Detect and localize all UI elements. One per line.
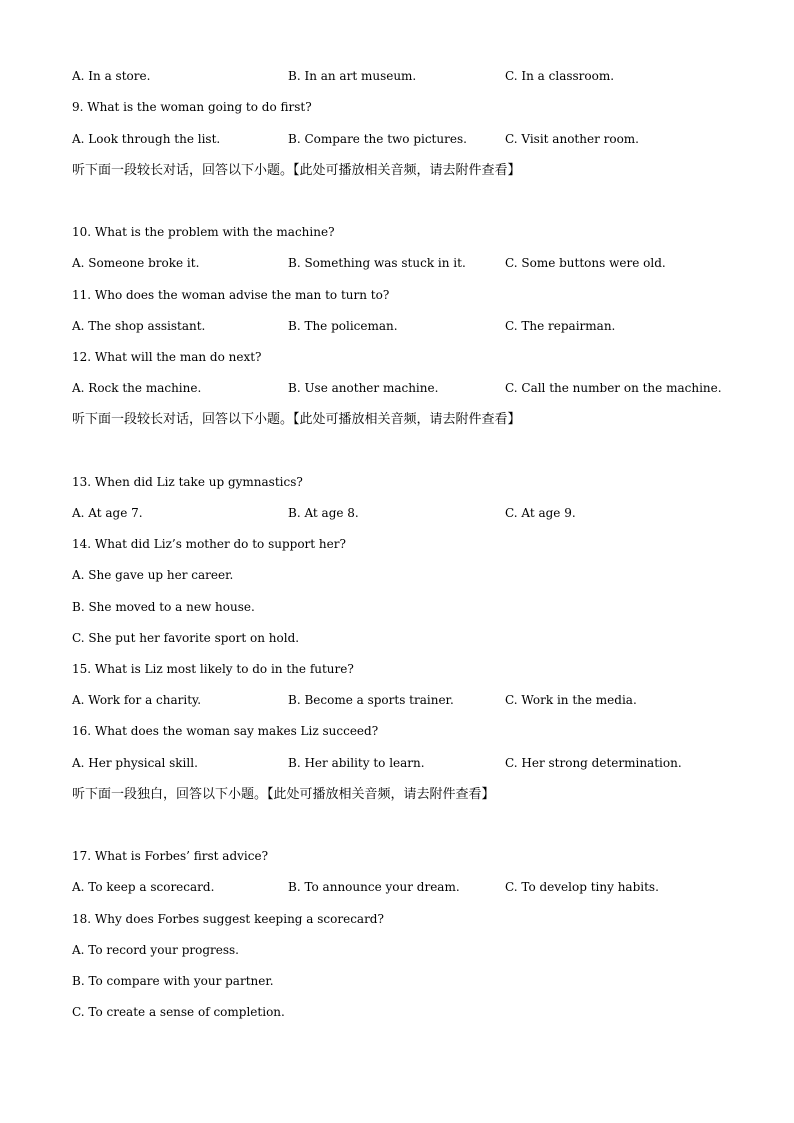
q14-option-a: A. She gave up her career. xyxy=(72,568,234,582)
q14-question: 14. What did Liz’s mother do to support her? xyxy=(72,537,346,551)
q18-question: 18. Why does Forbes suggest keeping a scorecard? xyxy=(72,912,384,926)
q16-option-b: B. Her ability to learn. xyxy=(288,756,425,770)
q9-question: 9. What is the woman going to do first? xyxy=(72,100,312,114)
q9-option-c: C. Visit another room. xyxy=(505,132,639,146)
q8-option-b: B. In an art museum. xyxy=(288,69,417,83)
q9-option-a: A. Look through the list. xyxy=(72,132,221,146)
q17-option-b: B. To announce your dream. xyxy=(288,880,460,894)
q13-option-c: C. At age 9. xyxy=(505,506,576,520)
q8-option-a: A. In a store. xyxy=(72,69,151,83)
section-instruction-3: 听下面一段独白，回答以下小题。【此处可播放相关音频，请去附件查看】 xyxy=(72,787,495,802)
q16-option-a: A. Her physical skill. xyxy=(72,756,198,770)
q8-option-c: C. In a classroom. xyxy=(505,69,615,83)
q10-question: 10. What is the problem with the machine? xyxy=(72,225,335,239)
q17-option-c: C. To develop tiny habits. xyxy=(505,880,659,894)
q10-option-b: B. Something was stuck in it. xyxy=(288,256,466,270)
q11-option-a: A. The shop assistant. xyxy=(72,319,206,333)
section-instruction-1: 听下面一段较长对话，回答以下小题。【此处可播放相关音频，请去附件查看】 xyxy=(72,163,521,178)
q15-question: 15. What is Liz most likely to do in the future? xyxy=(72,662,354,676)
q16-option-c: C. Her strong determination. xyxy=(505,756,682,770)
section-instruction-2: 听下面一段较长对话，回答以下小题。【此处可播放相关音频，请去附件查看】 xyxy=(72,412,521,427)
q18-option-b: B. To compare with your partner. xyxy=(72,974,274,988)
q18-option-a: A. To record your progress. xyxy=(72,943,239,957)
q13-option-a: A. At age 7. xyxy=(72,506,143,520)
q12-option-b: B. Use another machine. xyxy=(288,381,439,395)
q15-option-c: C. Work in the media. xyxy=(505,693,637,707)
q10-option-c: C. Some buttons were old. xyxy=(505,256,666,270)
q13-option-b: B. At age 8. xyxy=(288,506,359,520)
q10-option-a: A. Someone broke it. xyxy=(72,256,200,270)
q14-option-b: B. She moved to a new house. xyxy=(72,600,255,614)
q12-option-a: A. Rock the machine. xyxy=(72,381,202,395)
q12-option-c: C. Call the number on the machine. xyxy=(505,381,722,395)
q16-question: 16. What does the woman say makes Liz succeed? xyxy=(72,724,379,738)
q15-option-a: A. Work for a charity. xyxy=(72,693,202,707)
q11-option-c: C. The repairman. xyxy=(505,319,616,333)
q13-question: 13. When did Liz take up gymnastics? xyxy=(72,475,303,489)
q14-option-c: C. She put her favorite sport on hold. xyxy=(72,631,300,645)
q15-option-b: B. Become a sports trainer. xyxy=(288,693,454,707)
q17-option-a: A. To keep a scorecard. xyxy=(72,880,215,894)
q9-option-b: B. Compare the two pictures. xyxy=(288,132,467,146)
q11-question: 11. Who does the woman advise the man to turn to? xyxy=(72,288,390,302)
q18-option-c: C. To create a sense of completion. xyxy=(72,1005,285,1019)
q17-question: 17. What is Forbes’ first advice? xyxy=(72,849,269,863)
q11-option-b: B. The policeman. xyxy=(288,319,398,333)
q12-question: 12. What will the man do next? xyxy=(72,350,262,364)
